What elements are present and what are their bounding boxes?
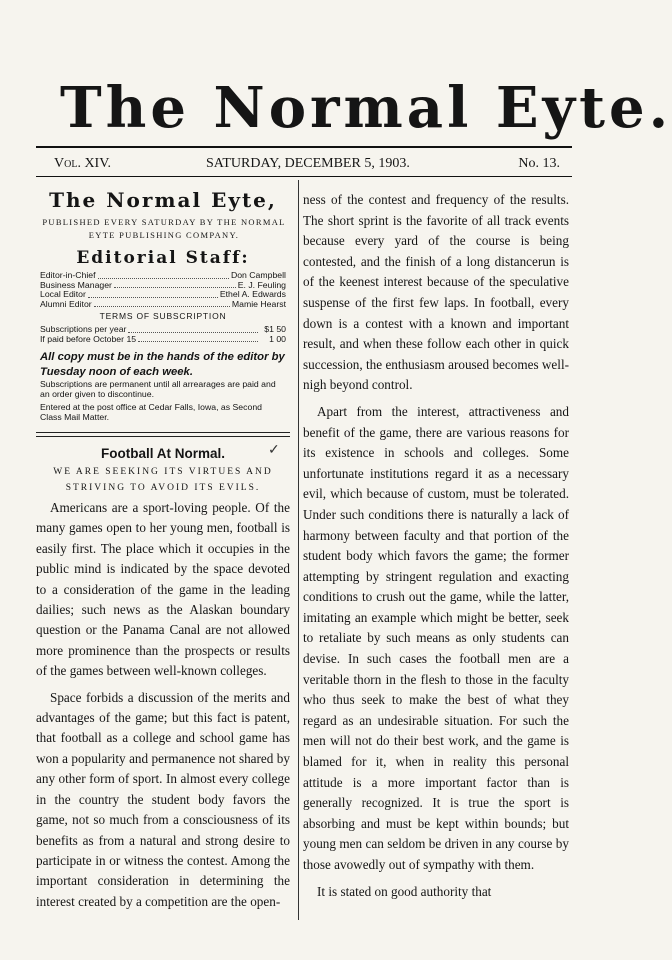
staff-heading: Editorial Staff: — [76, 248, 250, 268]
arrearages-note: Subscriptions are permanent until all arrearages are paid and an order given to discontinue. — [40, 379, 276, 399]
article-paragraph: ness of the contest and frequency of the results. The short sprint is the favorite of all track events because every yard of the course is being contested, and the finish of a long distancerun is of the keenest interest because of the speculative suspense of the first few laps. In football, every down is a contest with a known and important result, and when these follow each other in quick succession, the enthusiasm aroused becomes well-nigh beyond control. — [303, 192, 569, 393]
subscription-label: Subscriptions per year — [40, 324, 127, 334]
staff-list — [40, 271, 286, 309]
article-subhead: WE ARE SEEKING ITS VIRTUES AND STRIVING TO AVOID ITS EVILS. — [53, 467, 273, 493]
article-title: Football At Normal. — [101, 446, 225, 461]
dateline-rule — [36, 176, 572, 177]
article-body-left — [36, 498, 290, 918]
article-paragraph: Americans are a sport-loving people. Of the many games open to her young men, football is easily first. The place which it occupies in the public mind is indicated by the space devoted to a consideration of the game in the leading dailies; such news as the Alaskan boundary question or the Panama Canal are not allowed more prominence than the prospects or results of the games between well-known colleges. — [36, 500, 290, 679]
publisher-line: PUBLISHED EVERY SATURDAY BY THE NORMAL EYTE PUBLISHING COMPANY. — [42, 217, 286, 240]
subscription-label: If paid before October 15 — [40, 333, 137, 344]
right-column — [303, 190, 571, 940]
left-column — [36, 178, 290, 948]
masthead-title: The Normal Eyte. — [60, 75, 672, 141]
staff-role: Editor-in-Chief — [40, 270, 96, 280]
issue-number: No. 13. — [518, 156, 560, 171]
staff-row — [40, 300, 286, 310]
staff-name: Ethel A. Edwards — [219, 289, 286, 299]
article-body-right — [303, 190, 569, 908]
staff-name: Mamie Hearst — [231, 298, 286, 309]
staff-role: Local Editor — [40, 289, 86, 299]
volume-label: Vol. XIV. — [54, 156, 112, 171]
copy-deadline-notice: All copy must be in the hands of the editor by Tuesday noon of each week. — [40, 351, 285, 378]
box-title: The Normal Eyte, — [49, 188, 277, 212]
article-paragraph: Space forbids a discussion of the merits and advantages of the game; but this fact is patent, that football as a college and school game has won a popularity and permanence not shared by any other form of sport. In almost every college in the country the student body favors the game, not so much from a consciousness of its benefits as from a natural and strong desire to participate in or witness the contest. Among the important consideration in determining the interest created by a competition are the open- — [36, 689, 290, 909]
subscription-row — [40, 335, 286, 345]
subscription-list — [40, 325, 286, 344]
staff-role: Alumni Editor — [40, 298, 92, 309]
masthead-rule — [36, 146, 572, 148]
article-paragraph: Apart from the interest, attractiveness and benefit of the game, there are various reasons for its existence in schools and colleges. Some unfortunate institutions regard it as a necessary evil, which because of custom, must be tolerated. Under such conditions there is naturally a lack of harmony between faculty and that portion of the student body which favors the game; the former attempting by stringent regulation and exacting conditions to crush out the game, while the latter, imitating an example which might be better, seek to retaliate by such means as only students can devise. In such cases the football men are a veritable thorn in the flesh to those in the faculty who thus seek to make the best of what they regard as an undesirable situation. For such the men will not do their best work, and the game is blamed for it, when in reality this personal attitude is a more important factor than is generally recognized. It is true the sport is absorbing and must be kept within bounds; but young men can seldom be driven in any course by those avowedly out of sympathy with them. — [303, 403, 569, 872]
checkmark-icon: ✓ — [268, 443, 280, 458]
post-office-note: Entered at the post office at Cedar Falls, Iowa, as Second Class Mail Matter. — [40, 402, 262, 422]
subscription-price: $1 50 — [264, 324, 286, 334]
article-paragraph: It is stated on good authority that — [317, 883, 492, 899]
issue-date: SATURDAY, DECEMBER 5, 1903. — [206, 156, 410, 171]
staff-name: E. J. Feuling — [237, 279, 286, 290]
terms-heading: TERMS OF SUBSCRIPTION — [99, 311, 227, 321]
column-divider — [298, 180, 299, 920]
dateline — [40, 154, 560, 174]
staff-role: Business Manager — [40, 279, 112, 290]
subscription-price: 1 00 — [269, 333, 286, 344]
box-divider — [36, 432, 290, 437]
staff-name: Don Campbell — [230, 270, 286, 280]
